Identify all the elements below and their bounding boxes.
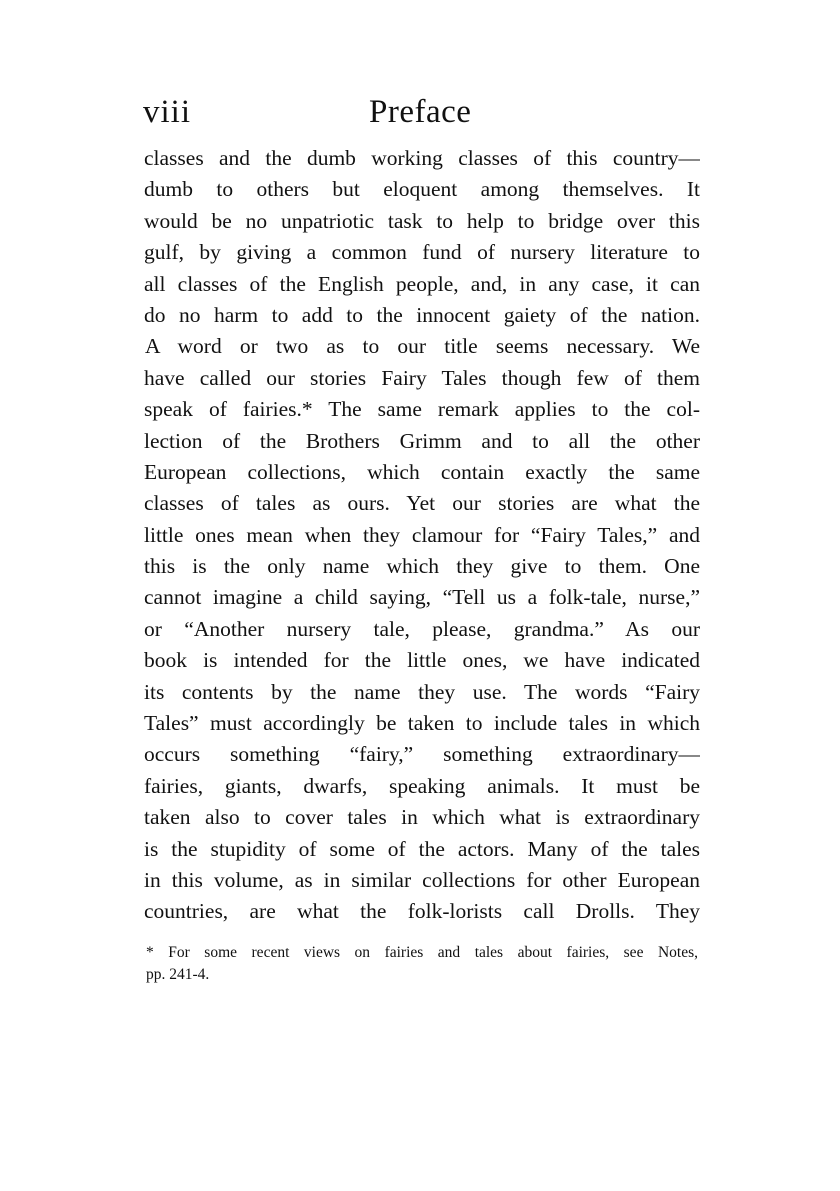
text-line: classes and the dumb working classes of this country— bbox=[144, 146, 700, 170]
text-line: taken also to cover tales in which what is extraordinary bbox=[144, 805, 700, 830]
text-line: would be no unpatriotic task to help to bridge over this bbox=[144, 208, 700, 233]
text-line: A word or two as to our title seems necessary. We bbox=[145, 334, 700, 359]
footnote bbox=[146, 942, 698, 986]
text-line: Tales” must accordingly be taken to include tales in which bbox=[144, 711, 700, 736]
text-line: little ones mean when they clamour for “Fairy Tales,” and bbox=[144, 522, 700, 547]
text-line: dumb to others but eloquent among themselves. It bbox=[144, 177, 700, 202]
text-line: this is the only name which they give to them. One bbox=[144, 554, 700, 579]
text-line: occurs something “fairy,” something extraordinary— bbox=[144, 742, 700, 767]
text-line: European collections, which contain exactly the same bbox=[144, 459, 700, 484]
text-line: cannot imagine a child saying, “Tell us a folk-tale, nurse,” bbox=[144, 585, 700, 610]
text-line: book is intended for the little ones, we have indicated bbox=[144, 648, 700, 673]
footnote-line: pp. 241-4. bbox=[146, 966, 210, 983]
text-line: or “Another nursery tale, please, grandma.” As our bbox=[144, 616, 700, 641]
text-line: do no harm to add to the innocent gaiety of the nation. bbox=[144, 302, 700, 327]
text-line: is the stupidity of some of the actors. Many of the tales bbox=[144, 836, 700, 861]
text-line: have called our stories Fairy Tales though few of them bbox=[144, 365, 700, 390]
text-line: classes of tales as ours. Yet our stories are what the bbox=[144, 491, 700, 516]
running-title: Preface bbox=[369, 94, 472, 130]
text-line: its contents by the name they use. The words “Fairy bbox=[144, 679, 700, 704]
text-line: fairies, giants, dwarfs, speaking animals. It must be bbox=[144, 773, 700, 798]
footnote-line: * For some recent views on fairies and tales about fairies, see Notes, bbox=[146, 944, 698, 961]
text-line: countries, are what the folk-lorists call Drolls. They bbox=[144, 899, 700, 924]
text-line: gulf, by giving a common fund of nursery literature to bbox=[144, 240, 700, 265]
text-line: all classes of the English people, and, in any case, it can bbox=[144, 271, 700, 296]
text-line: lection of the Brothers Grimm and to all the other bbox=[144, 428, 700, 453]
page-header bbox=[143, 92, 703, 136]
body-text bbox=[144, 143, 700, 928]
page-number: viii bbox=[143, 94, 192, 130]
text-line: in this volume, as in similar collections for other European bbox=[144, 867, 700, 892]
text-line: speak of fairies.* The same remark applies to the col- bbox=[144, 397, 700, 422]
